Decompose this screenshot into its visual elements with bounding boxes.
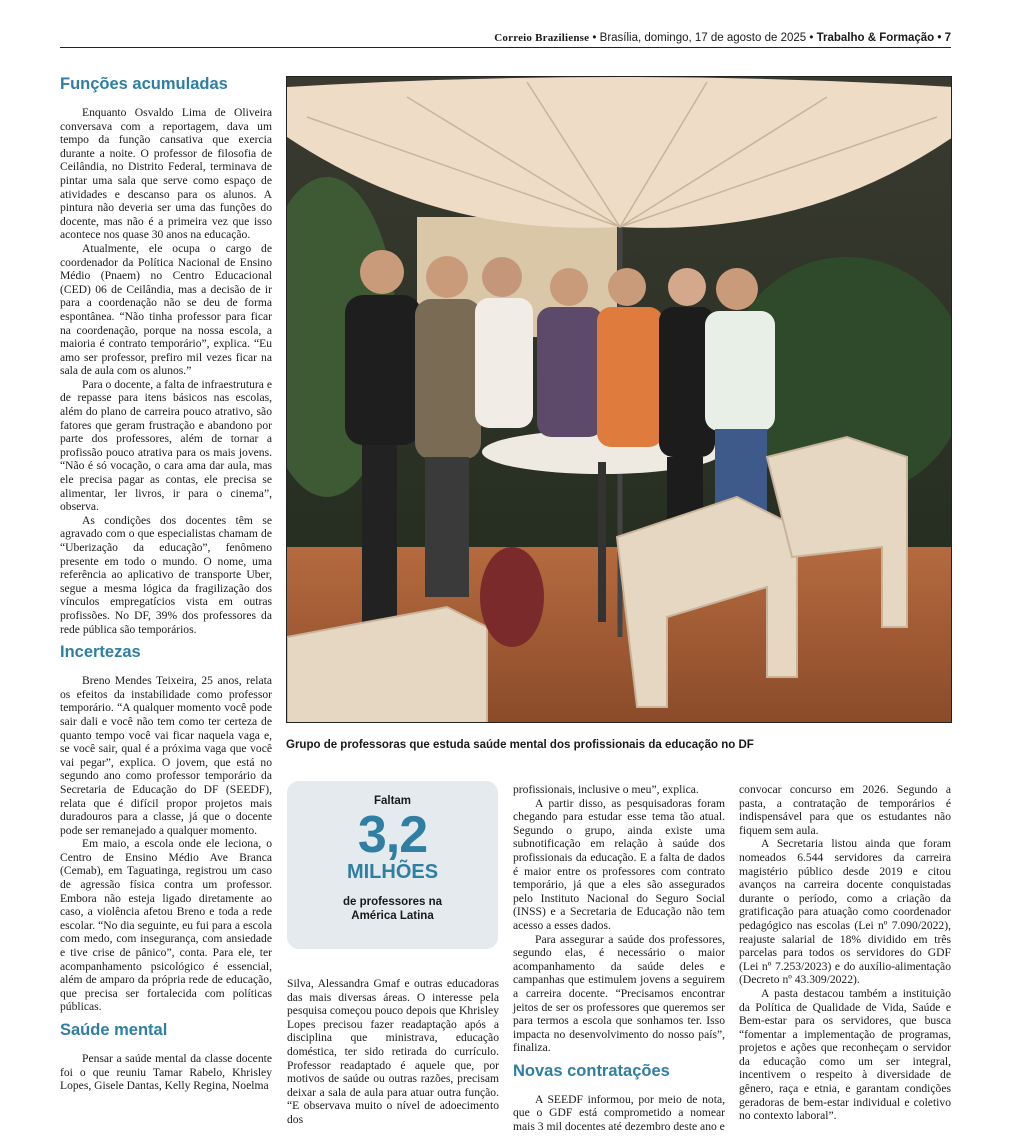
subhead-incertezas: Incertezas xyxy=(60,643,141,662)
paragraph: A pasta destacou também a instituição da Política de Qualidade de Vida, Saúde e Bem-estar para os servidores, que busca “fomentar a implementação de programas, projetos e ações que reconheçam o servidor da educação como um ser integral, incentivem o respeito à diversidade de gênero, raça e etnia, e garantam condições geradoras de bem-estar individual e coletivo no contexto laboral”. xyxy=(739,986,951,1123)
paragraph: profissionais, inclusive o meu”, explica. xyxy=(513,783,699,796)
article-column-4 xyxy=(739,783,951,1123)
paragraph: Para assegurar a saúde dos professores, segundo elas, é necessário o maior acompanhamento da saúde deles e campanhas que estimulem jovens a seguirem a carreira docente. “Precisamos encontrar jeitos de ser os professores que queremos ser para termos a escola que sonhamos ter. Isso impacta no desenvolvimento do nosso país”, finaliza. xyxy=(513,932,725,1055)
photo-illustration xyxy=(287,77,952,723)
section-name: Trabalho & Formação xyxy=(816,32,935,44)
paragraph: A partir disso, as pesquisadoras foram chegando para estudar esse tema tão atual. Segundo o grupo, ainda existe uma subnotificação em relação à saúde dos profissionais da educação. E a falta de dados é maior entre os professores com contrato temporário, já que a eles são assegurados pelo Instituto Nacional do Seguro Social (INSS) e a Secretaria de Educação não tem acesso a esses dados. xyxy=(513,796,725,932)
paragraph: As condições dos docentes têm se agravado com o que especialistas chamam de “Uberização da educação”, fenômeno presente em todo o mundo. O nome, uma referência ao aplicativo de transporte Uber, segue a mesma lógica da fragilização dos vínculos empregatícios vista em outras profissões. No DF, 39% dos professores da rede pública são temporários. xyxy=(60,513,272,636)
stat-label-top: Faltam xyxy=(373,795,412,807)
photo-caption: Grupo de professoras que estuda saúde mental dos profissionais da educação no DF xyxy=(286,739,754,751)
paragraph: Enquanto Osvaldo Lima de Oliveira conversava com a reportagem, dava um tempo da função cansativa que exercia durante a noite. O professor de filosofia de Ceilândia, no Distrito Federal, terminava de pintar uma sala que serve como espaço de atividades e descanso para os alunos. A pintura não deveria ser uma das funções do docente, mas não é a primeira vez que isso acontece nos quase 30 anos na educação. xyxy=(60,106,272,242)
stat-infobox xyxy=(287,781,498,949)
paragraph: A Secretaria listou ainda que foram nomeados 6.544 servidores da carreira magistério público desde 2019 e citou avanços na carreira docente conquistadas durante o período, como a criação da gratificação para atuação como coordenador pedagógico nas escolas (Lei nº 7.090/2022), reajuste salarial de 18% dividido em três parcelas para todos os servidores do GDF (Lei nº 7.253/2023) e do auxílio-alimentação (Decreto nº 43.309/2022). xyxy=(739,837,951,987)
paragraph: Em maio, a escola onde ele leciona, o Centro de Ensino Médio Ave Branca (Cemab), em Taguatinga, registrou um caso de agressão física contra um professor. Embora não esteja ligado diretamente ao caso, a violência afetou Breno e toda a rede escolar. “No dia seguinte, eu fui para a escola com medo, com insegurança, com ansiedade e tive crise de pânico”, conta. Para ele, ter acompanhamento psicológico é essencial, além de amparo da própria rede de educação, que precisa ser fortalecida com políticas públicas. xyxy=(60,837,272,1014)
paragraph: Pensar a saúde mental da classe docente foi o que reuniu Tamar Rabelo, Khrisley Lopes, Gisele Dantas, Kelly Regina, Noelma xyxy=(60,1052,272,1093)
paragraph: Para o docente, a falta de infraestrutura e de repasse para itens básicos nas escolas, além do plano de carreira pouco atrativo, são fatores que geram frustração e abandono por parte dos professores, além de tornar a profissão pouco atrativa para os mais jovens. “Não é só vocação, o cara ama dar aula, mas ele precisa pagar as contas, ele precisa se alimentar, ler livros, ir para o cinema”, observa. xyxy=(60,377,272,514)
paragraph: convocar concurso em 2026. Segundo a pasta, a contratação de temporários é indispensável para que os estudantes não fiquem sem aula. xyxy=(739,783,951,837)
paragraph: Atualmente, ele ocupa o cargo de coordenador da Política Nacional de Ensino Médio (Pnaem) no Centro Educacional (CED) 06 de Ceilândia, mas a decisão de ir para a coordenação não se deu de forma espontânea. “Não tinha professor para ficar na coordenação, porque na nossa escola, a maioria é contrato temporário”, explica. “Eu amo ser professor, prefiro mil vezes ficar na sala de aula com os alunos.” xyxy=(60,241,272,378)
subhead-novas-contratacoes: Novas contratações xyxy=(513,1061,670,1080)
subhead-funcoes: Funções acumuladas xyxy=(60,75,228,93)
group-photo xyxy=(286,76,952,723)
page-number: • 7 xyxy=(937,32,951,44)
article-column-3 xyxy=(513,783,725,1134)
stat-number: 3,2 xyxy=(357,806,428,864)
paragraph: Silva, Alessandra Gmaf e outras educadoras das mais diversas áreas. O interesse pela pesquisa começou pouco depois que Khrisley Lopes precisou fazer readaptação após a disciplina que ministrava, educação doméstica, ter sido retirada do currículo. Professor readaptado é aquele que, por motivos de saúde ou outras razões, precisam deixar a sala de aula para atuar outra função. “E observava muito o nível de adoecimento dos xyxy=(287,977,499,1126)
dateline: • Brasília, domingo, 17 de agosto de 2025 • xyxy=(592,32,814,44)
paragraph: A SEEDF informou, por meio de nota, que o GDF está comprometido a nomear mais 3 mil docentes até dezembro deste ano e xyxy=(513,1092,725,1134)
stat-label-bottom: de professores na América Latina xyxy=(342,896,443,922)
page-header xyxy=(60,30,951,48)
article-column-1 xyxy=(60,74,272,1093)
paragraph: Breno Mendes Teixeira, 25 anos, relata os efeitos da instabilidade como professor temporário. “A qualquer momento você pode sair dali e você não tem como ter certeza de quanto tempo você vai ficar naquela vaga e, se você sair, qual é a próxima vaga que você vai pegar”, explica. O jovem, que está no segundo ano como professor temporário da Secretaria de Educação do DF (SEEDF), relata que é difícil propor projetos mais duradouros para a classe, já que o docente pode ser remanejado a qualquer momento. xyxy=(60,674,272,837)
article-column-2 xyxy=(287,977,499,1127)
newspaper-brand: Correio Braziliense xyxy=(494,32,590,44)
stat-unit: MILHÕES xyxy=(346,861,439,883)
subhead-saude-mental: Saúde mental xyxy=(60,1021,168,1039)
